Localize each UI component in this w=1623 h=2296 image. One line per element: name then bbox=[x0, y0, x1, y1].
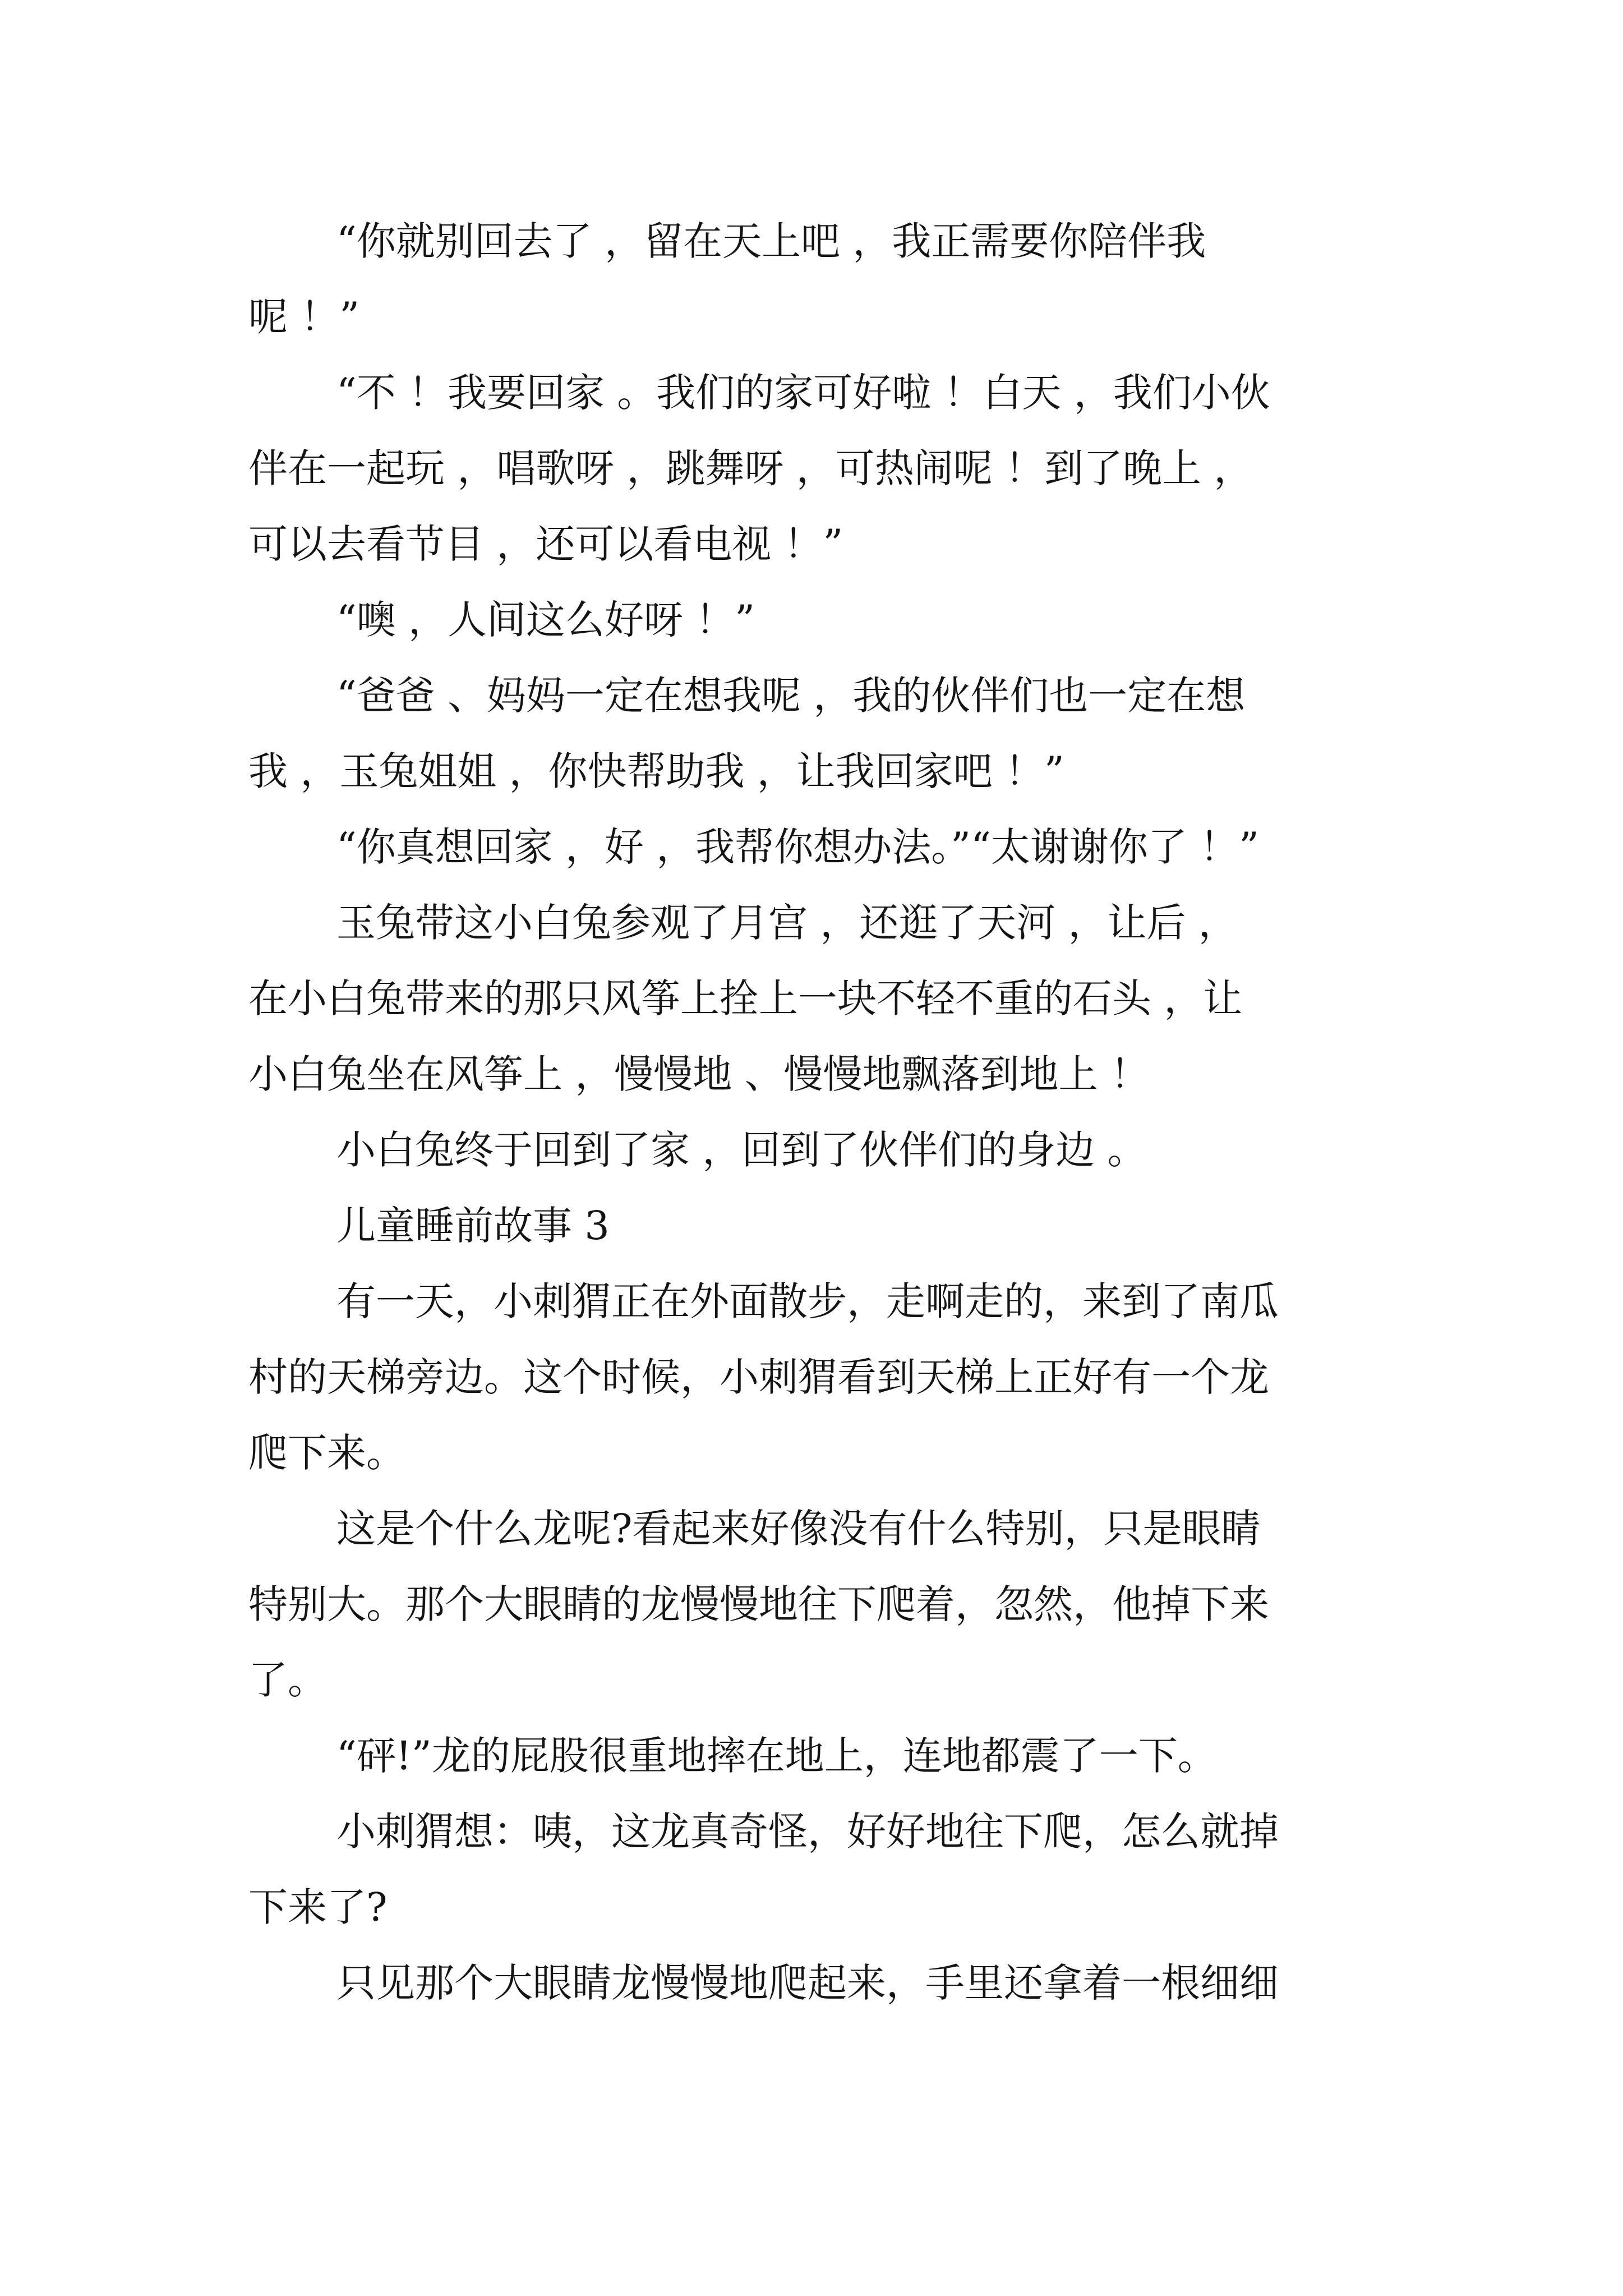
text-line: “你就别回去了 ，留在天上吧 ，我正需要你陪伴我 bbox=[336, 218, 1206, 264]
text-line: 呢 ！” bbox=[248, 294, 360, 340]
text-line: 下来了? bbox=[248, 1884, 388, 1930]
text-line: 特别大。那个大眼睛的龙慢慢地往下爬着，忽然，他掉下来 bbox=[248, 1581, 1269, 1627]
text-line: 爬下来。 bbox=[248, 1430, 405, 1476]
text-line: 我 ，玉兔姐姐 ，你快帮助我 ，让我回家吧 ！” bbox=[248, 748, 1064, 794]
text-line: 玉兔带这小白兔参观了月宫 ，还逛了天河 ，让后 ， bbox=[336, 900, 1238, 946]
text-line: 小白兔终于回到了家 ，回到了伙伴们的身边 。 bbox=[336, 1127, 1147, 1173]
text-line: “不 ！我要回家 。我们的家可好啦 ！白天 ，我们小伙 bbox=[336, 370, 1270, 416]
section-heading: 儿童睡前故事 3 bbox=[336, 1203, 610, 1249]
text-line: 小刺猬想：咦，这龙真奇怪，好好地往下爬，怎么就掉 bbox=[336, 1809, 1279, 1855]
text-line: 村的天梯旁边。这个时候，小刺猬看到天梯上正好有一个龙 bbox=[248, 1354, 1269, 1400]
text-line: 在小白兔带来的那只风筝上拴上一块不轻不重的石头 ，让 bbox=[248, 976, 1243, 1022]
text-line: 小白兔坐在风筝上 ，慢慢地 、慢慢地飘落到地上 ！ bbox=[248, 1051, 1150, 1097]
text-line: 可以去看节目 ，还可以看电视 ！” bbox=[248, 521, 843, 567]
text-line: “你真想回家 ，好 ，我帮你想办法。”“太谢谢你了 ！” bbox=[336, 824, 1259, 870]
text-line: 伴在一起玩 ，唱歌呀 ，跳舞呀 ，可热闹呢 ！到了晚上 ， bbox=[248, 445, 1253, 491]
text-line: “噢 ，人间这么好呀 ！” bbox=[336, 597, 755, 643]
text-line: “爸爸 、妈妈一定在想我呢 ，我的伙伴们也一定在想 bbox=[336, 673, 1246, 719]
text-line: 这是个什么龙呢?看起来好像没有什么特别，只是眼睛 bbox=[336, 1506, 1261, 1552]
text-line: 了。 bbox=[248, 1657, 327, 1703]
text-line: 有一天，小刺猬正在外面散步，走啊走的，来到了南瓜 bbox=[336, 1278, 1279, 1324]
text-line: 只见那个大眼睛龙慢慢地爬起来，手里还拿着一根细细 bbox=[336, 1960, 1279, 2006]
text-line: “砰!”龙的屁股很重地摔在地上，连地都震了一下。 bbox=[336, 1733, 1217, 1779]
